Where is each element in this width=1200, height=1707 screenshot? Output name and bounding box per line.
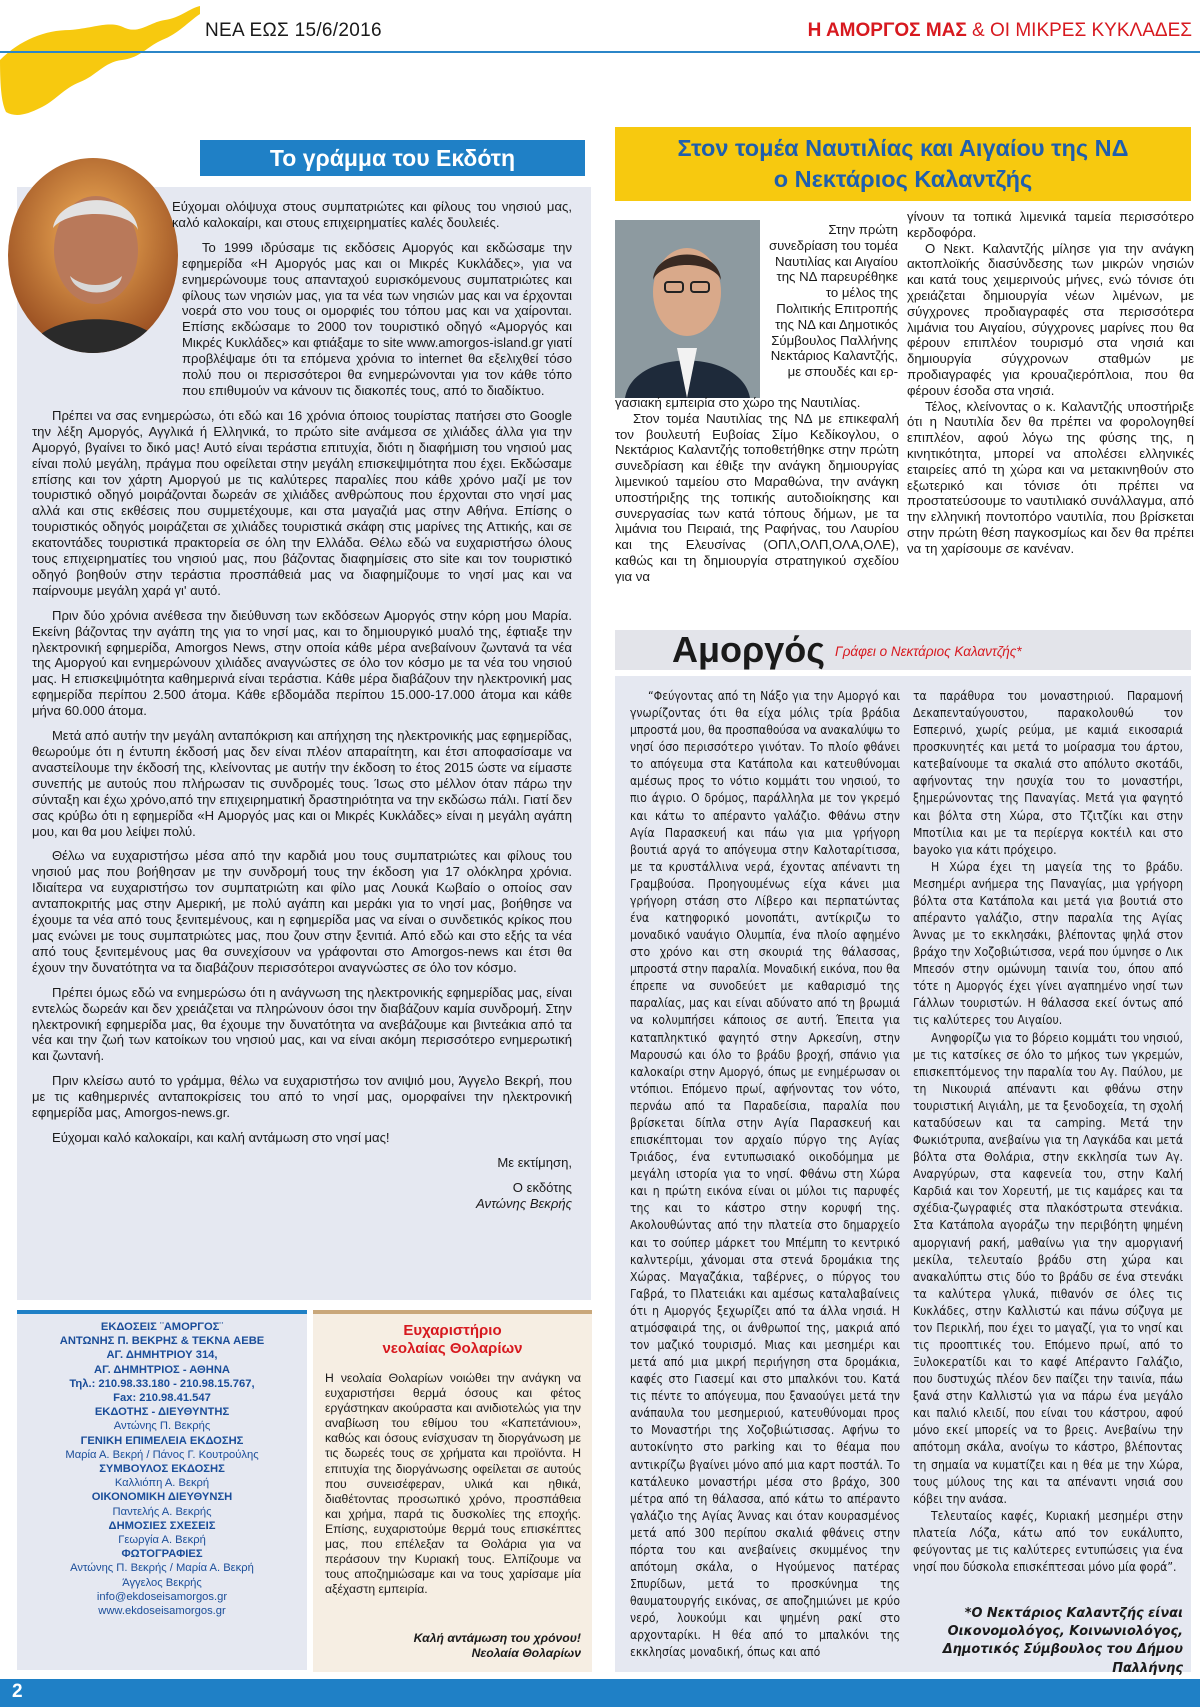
editorial-text (32, 199, 572, 1221)
masthead-line: ΕΚΔΟΤΗΣ - ΔΙΕΥΘΥΝΤΗΣ (94, 1406, 230, 1419)
editorial-paragraph: Πρέπει να σας ενημερώσω, ότι εδώ και 16 χρόνια όποιος τουρίστας πατήσει στο Google την λέξη Αμοργός, Αγγλικά ή Ελληνικά, το πρώτο site ανάμεσα σε χιλιάδες άλλα για την Αμοργό, βγαίνει το δικό μας! Αυτό είναι τεράστια επιτυχία, διότι η διαφήμιση του νησιού μας είναι πολύ μεγάλη, πράγμα που οφείλεται στην μεγάλη επισκεψιμότητα που έχει. Εκδώσαμε επίσης και τον χάρτη Αμοργού με τις καλύτερες παραλίες που κάθε χρόνο μαζί με τον τουριστικό οδηγό μοιράζονται δωρεάν σε χιλιάδες ανθρώπους που έρχονται στο νησί μας αλλά και στις εκθέσεις που συμμετέχουμε, και στα μαγαζιά μας στην Αθήνα. Επίσης ο τουριστικός οδηγός μοιράζεται σε χιλιάδες τουριστικά σκάφη στις μαρίνες της Αττικής, και σε εκατοντάδες τουριστικά πρακτορεία σε όλη την Ελλάδα. Θέλω εδώ να ευχαριστήσω όλους τους επιχειρηματίες του νησιού μας, που βάζοντας διαφημίσεις στο site και τον τουριστικό οδηγό βοηθούν στην τεράστια προσπάθειά μας να διαφημίζουμε το νησί μας και να παίρνουμε μεγάλη χαρά γι' αυτό. (32, 407, 572, 598)
thanks-text: Η νεολαία Θολαρίων νοιώθει την ανάγκη να ευχαριστήσει θερμά όσους και φέτος εργάστηκαν ακούραστα και ανιδιοτελώς για την αναβίωση του εθίμου του «Καπετάνιου», καθώς και όσους ενίσχυσαν τη διοργάνωση με τις δωρεές τους σε χρήματα και προϊόντα. Η επιτυχία της διοργάνωσης οφείλεται σε αυτούς που συνεισέφεραν, υλικά και ηθικά, διαθέτοντας προσωπικό χρόνο, προσπάθεια και χρήμα, παρά τις δυσκολίες της εποχής. Επίσης, ευχαριστούμε θερμά τους επισκέπτες μας, που επέλεξαν τα Θολάρια για να περάσουν την Κυριακή τους. Ελπίζουμε να τους αποζημιώσαμε και να τους χαρίσαμε μία αξέχαστη εμπειρία. (325, 1371, 581, 1597)
masthead-lines (17, 1320, 307, 1618)
masthead-line: ΦΩΤΟΓΡΑΦΙΕΣ (121, 1548, 203, 1561)
masthead-line: ΑΓ. ΔΗΜΗΤΡΙΟΥ 314, (106, 1349, 218, 1362)
amorgos-paragraph: Τελευταίος καφές, Κυριακή μεσημέρι στην πλατεία Λόζα, κάτω από τον ευκάλυπτο, φεύγοντας με τις καλύτερες εντυπώσεις για ένα νησί που δύσκολα επισκέπτεσαι μόνο μία φορά”. (913, 1508, 1183, 1574)
nd-article-title (615, 127, 1191, 201)
masthead-line: Αντώνης Π. Βεκρής / Μαρία Α. Βεκρή (70, 1562, 254, 1575)
editorial-paragraph: Εύχομαι καλό καλοκαίρι, και καλή αντάμωση στο νησί μας! (52, 1129, 390, 1145)
nd-intro (768, 222, 898, 380)
masthead-line: ΑΓ. ΔΗΜΗΤΡΙΟΣ - ΑΘΗΝΑ (94, 1363, 230, 1376)
thanks-signature (325, 1631, 581, 1661)
nd-body-col1 (615, 395, 899, 585)
masthead-line: ΑΝΤΩΝΗΣ Π. ΒΕΚΡΗΣ & ΤΕΚΝΑ ΑΕΒΕ (59, 1335, 265, 1348)
nd-paragraph: Στον τομέα Ναυτιλίας της ΝΔ με επικεφαλή τον βουλευτή Ευβοίας Σίμο Κεδίκογλου, ο Νεκτάριος Καλαντζής τοποθετήθηκε στην πρώτη συνεδρίαση και έθιξε την ανάγκη δημιουργίας λιμενικού ταμείου στο Μαραθώνα, την ανάγκη υποστήριξης της τοπικής αυτοδιοίκησης και συνεργασίας των κατά τόπους δήμων, με τα λιμάνια του Πειραιά, της Ραφήνας, του Λαυρίου και της Ελευσίνας (ΟΠΛ,ΟΛΠ,ΟΛΑ,ΟΛΕ), καθώς και τη δημιουργία στρατηγικού σχεδίου για να (615, 410, 899, 584)
thanks-title-line2: νεολαίας Θολαρίων (382, 1340, 523, 1357)
masthead-line: ΣΥΜΒΟΥΛΟΣ ΕΚΔΟΣΗΣ (99, 1463, 225, 1476)
masthead-line: Άγγελος Βεκρής (122, 1576, 202, 1589)
masthead-box (17, 1310, 307, 1670)
author-note: *Ο Νεκτάριος Καλαντζής είναι Οικονομολόγος, Κοινωνιολόγος, Δημοτικός Σύμβουλος του Δήμου Παλλήνης (942, 1606, 1183, 1676)
masthead-line: ΕΚΔΟΣΕΙΣ ¨ΑΜΟΡΓΟΣ¨ (100, 1321, 224, 1333)
amorgos-paragraph: Ανηφορίζω για το βόρειο κομμάτι του νησιού, με τις κατσίκες σε όλο το μήκος των γκρεμών, επισκεπτόμενος την παραλία του Αγ. Παύλου, με τη Νικουριά απέναντι και φθάνω στην τουριστική Αιγιάλη, με τα ξενοδοχεία, τη σχολή καταδύσεων και τα camping. Μετά την Φωκιότρυπα, ανεβαίνω για τη Λαγκάδα και μετά βόλτα στα Θολάρια, στην εκκλησία των Αγ. Αναργύρων, στα καφενεία του, στην Καλή Καρδιά και τον Χορευτή, με τις καμάρες και τα σχέδια-ζωγραφιές στα πλακόστρωτα στενάκια. Στα Κατάπολα αγοράζω την περιβόητη ψημένη αμοργιανή ρακή, μαθαίνω για την αμοργιανή μεκίλα, τελευταίο βράδυ στη χώρα και ανακαλύπτω στις δύο το βράδυ σε ένα στενάκι τα καλύτερα γλυκά, πιθανόν σε όλες τις Κυκλάδες, στην Καλλιστώ και πάνω σύζυγα με τον Περικλή, που έχει το μαγαζί, για το νησί και τις προοπτικές του. Επόμενο πρωί, από το Ξυλοκερατίδι και το καφέ Απέραντο Γαλάζιο, που δυστυχώς πλέον δεν παίζει την ταινία, πάω ξανά στην Καλλιστώ για να πάρω ένα μεγάλο και παλιό κλειδί, που είναι του κάστρου, αφού μόνο εκεί μπορείς να το βρεις. Ανεβαίνω την απότομη σκάλα, ανοίγω το κάστρο, βλέποντας τη σημαία να κυματίζει και η θέα με την Χώρα, τους μύλους της και τα απέναντι νησιά σου κόβει την ανάσα. (913, 1030, 1183, 1506)
editorial-paragraph: Το 1999 ιδρύσαμε τις εκδόσεις Αμοργός και εκδώσαμε την εφημερίδα «Η Αμοργός μας και οι Μικρές Κυκλάδες», για να ενημερώνουμε τους απανταχού ευρισκόμενους συμπατριώτες και φίλους των νησιών μας, για τα νέα των νησιών μας και να έρχονται νοερά στο νου τους οι ομορφιές του τόπου μας και να χαίρονται. Επίσης εκδώσαμε το 2000 τον τουριστικό οδηγό «Αμοργός και Μικρές Κυκλάδες» και φτιάξαμε το site www.amorgos-island.gr γιατί προβλέψαμε ότι τα επόμενα χρόνια το internet θα εξελιχθεί τόσο πολύ που οι περισσότεροι θα ενημερώνονται για τον κάθε τόπο που επιθυμούν να κάνουν τις διακοπές τους, από το διαδίκτυο. (182, 239, 572, 398)
amorgos-paragraph: Η Χώρα έχει τη μαγεία της το βράδυ. Μεσημέρι ανήμερα της Παναγίας, μια γρήγορη βόλτα στα Κατάπολα και μετά για βουτιά στο απέραντο γαλάζιο, στην παραλία της Αγίας Άννας με το εκκλησάκι, βλέποντας ψηλά στον βράχο την Χοζοβιώτισσα, νερά που ύμνησε ο Λικ Μπεσόν στην ομώνυμη ταινία του, όπου από τότε η Αμοργός έχει γίνει αγαπημένο νησί των Γάλλων τουριστών. Η θάλασσα εκεί όντως από τις καλύτερες του Αιγαίου. (913, 859, 1183, 1028)
editorial-paragraph: Πριν δύο χρόνια ανέθεσα την διεύθυνση των εκδόσεων Αμοργός στην κόρη μου Μαρία. Εκείνη βάζοντας την αγάπη της για το νησί μας, και το δημιουργικό μυαλό της, έφτιαξε την ηλεκτρονική εφημερίδα, Amorgos News, στην οποία κάθε μέρα ανεβαίνουν ζωντανά τα νέα της Αμοργού και ενημερώνουν χιλιάδες αναγνώστες σε όλο τον κόσμο με τα νέα του νησιού μας. Η επισκεψιμότητα καθημερινά είναι τεράστια. Κάθε μέρα διαβάζουν την ηλεκτρονική μας εφημερίδα περίπου 2.500 άτομα. Κάθε εβδομάδα περίπου 15.000-17.000 άτομα και κάθε μήνα 60.000 άτομα. (32, 607, 572, 719)
editorial-paragraph: Θέλω να ευχαριστήσω μέσα από την καρδιά μου τους συμπατριώτες και φίλους του νησιού μας που βοήθησαν με την συνδρομή τους την έκδοση για 17 ολόκληρα χρόνια. Ιδιαίτερα να ευχαριστήσω τον συμπατριώτη και φίλο μας Λουκά Κωβαίο ο οποίος σαν ανταποκριτής μας στην Αμερική, με πολύ αγάπη και μεράκι για το νησί μας, βοήθησε να έχουμε τα νέα από τους ξενιτεμένους, και η εφημερίδα μας να είναι ο συνδετικός κρίκος που μας ενώνει με τους συμπατριώτες μας, που ζουν στην ξενιτιά. Από εδώ και στο εξής τα νέα από τους ξενιτεμένους μας θα συνεχίσουν να γράφονται στο Amorgos-news και έτσι θα έχουν την δυνατότητα να τα διαβάζουν περισσότεροι αναγνώστες σε όλο τον κόσμο. (32, 848, 572, 975)
masthead-line: Αντώνης Π. Βεκρής (113, 1420, 211, 1433)
issue-date: ΝΕΑ ΕΩΣ 15/6/2016 (205, 20, 382, 41)
thanks-title (313, 1322, 592, 1358)
nd-paragraph: Τέλος, κλείνοντας ο κ. Καλαντζής υποστήριξε ότι η Ναυτιλία δεν θα πρέπει να φορολογηθεί επιπλέον, αφού λόγω της φύσης της, η κινητικότητα, μπορεί να απολέσει ελληνικές εταιρείες από τη χώρα και να μετακινηθούν στο εξωτερικό και τόνισε ότι πρέπει να προστατεύσουμε το ναυτιλιακό συνάλλαγμα, από την ελληνική ποντοπόρο ναυτιλία, που βρίσκεται στην πρώτη θέση παγκοσμίως και δεν θα πρέπει να τη χαρίσουμε σε κανέναν. (907, 398, 1194, 556)
amorgos-title: Αμοργός (671, 629, 825, 670)
kalantzis-photo (615, 220, 760, 398)
masthead-line: Γεωργία Α. Βεκρή (118, 1534, 206, 1547)
masthead-line: ΓΕΝΙΚΗ ΕΠΙΜΕΛΕΙΑ ΕΚΔΟΣΗΣ (80, 1434, 244, 1447)
editorial-paragraph: Πρέπει όμως εδώ να ενημερώσω ότι η ανάγνωση της ηλεκτρονικής εφημερίδας μας, είναι εντελώς δωρεάν και δεν χρειάζεται να πληρώνουν όσοι την διαβάζουν καμία συνδρομή. Στην ηλεκτρονική εφημερίδα μας, θα έχουμε την δυνατότητα να ανεβάζουμε και βιντεάκια από τα νέα και την ζωή των κατοίκων του νησιού μας, και να είναι ακόμη περισσότερο ενημερωτική και ζωντανή. (32, 984, 572, 1064)
amorgos-paragraph: τα παράθυρα του μοναστηριού. Παραμονή Δεκαπενταύγουστου, παρακολουθώ τον Εσπερινό, χωρίς ρεύμα, με καμιά εικοσαριά προσκυνητές και μετά το μοίρασμα του άρτου, κατεβαίνουμε τα σκαλιά στο απόλυτο σκοτάδι, αφήνοντας την ησυχία του το μοναστήρι, ξημερώνοντας της Παναγίας. Μετά για φαγητό και βόλτα στη Χώρα, στο Τζιτζίκι και στην Μποτίλια και με τα περίεργα κοκτέιλ και στο bayoko για κάτι πρόχειρο. (913, 689, 1183, 857)
header-rule (0, 51, 1200, 53)
editorial-title: Το γράμμα του Εκδότη (200, 140, 585, 176)
editorial-paragraph: Μετά από αυτήν την μεγάλη ανταπόκριση και απήχηση της ηλεκτρονικής μας εφημερίδας, θεωρούμε ότι η έντυπη έκδοσή μας δεν είναι πλέον απαραίτητη, και έτσι αποφασίσαμε να αναστείλουμε την έκδοσή της, κλείνοντας με αυτήν την έκδοση το έτος 2015 ώστε να είμαστε συνεπής με αυτούς που πλήρωσαν τις συνδρομές τους. Ίσως στο μέλλον όταν πάρω την σύνταξη και έχω χρόνο,από την επιχειρηματική δραστηριότητα να την εκδώσω πάλι. Γιατί δεν σας κρύβω ότι η εφημερίδα «Η Αμοργός μας και οι Μικρές Κυκλάδες» είναι η μεγάλη αγάπη μου, και θα μου λείψει πολύ. (32, 728, 572, 839)
nd-title-line1: Στον τομέα Ναυτιλίας και Αιγαίου της ΝΔ (677, 135, 1129, 161)
amorgos-byline: Γράφει ο Νεκτάριος Καλαντζής* (835, 644, 1022, 659)
nd-title-line2: ο Νεκτάριος Καλαντζής (773, 166, 1033, 192)
masthead-line: info@ekdoseisamorgos.gr (96, 1590, 228, 1603)
nd-paragraph: Ο Νεκτ. Καλαντζής μίλησε για την ανάγκη ακτοπλοϊκής διασύνδεσης των μικρών νησιών και κατά τους χειμερινούς μήνες, ενώ τόνισε ότι χρειάζεται δημιουργία νέων λιμένων, με σύγχρονες προδιαγραφές στα περισσότερα λιμάνια του Αιγαίου, σύγχρονες μαρίνες που θα φέρουν επιπλέον τουρισμό στα νησιά και δημιουργία σύγχρονων σταθμών με προδιαγραφές για κρουαζιερόπλοια, που θα φέρουν έσοδα στα νησιά. (907, 240, 1194, 398)
footer-bar (0, 1679, 1200, 1707)
masthead-line: www.ekdoseisamorgos.gr (98, 1605, 226, 1618)
signer-name: Αντώνης Βεκρής (476, 1195, 572, 1211)
editorial-closing: Με εκτίμηση, (497, 1154, 572, 1170)
thanks-sign-line2: Νεολαία Θολαρίων (471, 1646, 581, 1660)
newspaper-name-bold: Η ΑΜΟΡΓΟΣ ΜΑΣ (807, 20, 967, 41)
newspaper-name-rest: & ΟΙ ΜΙΚΡΕΣ ΚΥΚΛΑΔΕΣ (966, 20, 1192, 41)
masthead-line: Παντελής Α. Βεκρής (112, 1505, 212, 1518)
masthead-line: Τηλ.: 210.98.33.180 - 210.98.15.767, (69, 1377, 255, 1390)
editorial-paragraph: Εύχομαι ολόψυχα στους συμπατριώτες και φίλους του νησιού μας, καλό καλοκαίρι, και στους επιχειρηματίες καλές δουλειές. (172, 199, 572, 230)
masthead-line: ΟΙΚΟΝΟΜΙΚΗ ΔΙΕΥΘΥΝΣΗ (91, 1491, 233, 1504)
amorgos-title-bar (615, 630, 1191, 670)
amorgos-paragraph: “Φεύγοντας από τη Νάξο για την Αμοργό και γνωρίζοντας ότι θα είχα μόλις τρία βράδια μπροστά μου, θα προσπαθούσα να ανακαλύψω το νησί όσο περισσότερο γινόταν. Το πλοίο φθάνει το απόγευμα στα Κατάπολα και κατευθύνομαι αμέσως προς το νότιο κομμάτι του νησιού, το πιο άγριο. Ο δρόμος, παράλληλα με τον γκρεμό και κάτω το απέραντο γαλάζιο. Φθάνω στην Αγία Παρασκευή και πάω για μια γρήγορη βουτιά αργά το απόγευμα στην Καλοταρίτισσα, με τα κρυστάλλινα νερά, έχοντας απέναντι τη Γραμβούσα. Προηγουμένως είχα κάνει μια γρήγορη στάση στο Λίβερο και περπατώντας ένα κατηφορικό μονοπάτι, αντίκριζω το μοναδικό ναυάγιο Ολυμπία, ένα πλοίο αφημένο στο χρόνο και στη σκουριά της θάλασσας, μπροστά στην παραλία. Μοναδική εικόνα, που θα έπρεπε να συνοδεύετ με καθαρισμό της παραλίας, μας και είναι αδύνατο από τη βρωμιά να κολυμπήσει κάποιος σε αυτή. Έπειτα για καταπληκτικό φαγητό στην Αρκεσίνη, στην Μαρουσώ και όλο το βράδυ βροχή, σπάνιο για καλοκαίρι στην Αμοργό, όπως με ενημέρωσαν οι ντόπιοι. Επόμενο πρωί, αφήνοντας τον νότο, περνάω από τα Παραδείσια, παραλία που βρίσκεται δίπλα στην Αγία Παρασκευή και επισκέπτομαι τον αρχαίο πύργο της Αγίας Τριάδος, ένα εντυπωσιακό οικοδόμημα με μεγάλη ιστορία για το νησί. Φθάνω στη Χώρα και η πρώτη εικόνα είναι οι μύλοι τις παρυφές της και το κάστρο στην κορυφή της. Ακολουθώντας από την πλατεία στο δημαρχείο και το σούπερ μάρκετ του Μπέμπη το κεντρικό καλντερίμι, χάνομαι στα στενά δρομάκια της Χώρας. Μαγαζάκια, ταβέρνες, ο πύργος του Γαβρά, το Πλατειάκι και αμέσως καταλαβαίνεις ότι η Αμοργός ξεχωρίζει από τα άλλα νησιά. Η ατμόσφαιρά της, οι άνθρωποί της, μακριά από τον μαζικό τουρισμό. Μιας και μεσημέρι και μετά από μια μικρή περιήγηση στα δρομάκια, καφές στο Γιασεμί και στο μπαλκόνι του. Κατά τις πέντε το απόγευμα, που ξαναούγει μετά την ανάπαυλα του μεσημεριού, κατευθύνομαι προς το Μοναστήρι της Χοζοβιώτισσας. Αφήνω το αυτοκίνητο στο parking και το θέαμα που αντικρίζω βγαίνει μόνο από μια καρτ ποστάλ. Το κατάλευκο μοναστήρι μέσα στο βράχο, 300 μέτρα από τη θάλασσα, από κάτω το απέραντο γαλάζιο της Αγίας Άννας και όταν κουρασμένος μετά από 300 περίπου σκαλιά φθάνεις στην πόρτα του και ανεβαίνεις σκυμμένος την απότομη σκάλα, ο Ηγούμενος πατέρας Σπυρίδων, μετά το προσκύνημα της θαυματουργής εικόνας, σε αποζημιώνει με κρύο νερό, λουκούμι και ψημένη ρακί στο αρχονταρίκι. Η θέα από το μπαλκόνι της εκκλησίας μοναδική, όπως και από (630, 689, 900, 1660)
nd-intro-text: Στην πρώτη συνεδρίαση του τομέα Ναυτιλίας και Αιγαίου της ΝΔ παρευρέθηκε το μέλος της Πολιτικής Επιτροπής της ΝΔ και Δημοτικός Σύμβουλος Παλλήνης Νεκτάριος Καλαντζής, με σπουδές και ερ- (768, 222, 898, 380)
nd-paragraph: γασιακή εμπειρία στο χώρο της Ναυτιλίας. (615, 395, 861, 410)
masthead-line: ΔΗΜΟΣΙΕΣ ΣΧΕΣΕΙΣ (108, 1519, 216, 1532)
masthead-line: Καλλιόπη Α. Βεκρή (114, 1477, 210, 1490)
signer-role: Ο εκδότης (512, 1179, 572, 1195)
amorgos-col1 (630, 688, 900, 1661)
nd-body-col2 (907, 209, 1194, 557)
amorgos-col2 (913, 688, 1183, 1576)
masthead-line: Μαρία Α. Βεκρή / Πάνος Γ. Κουτρούλης (65, 1448, 259, 1461)
masthead-line: Fax: 210.98.41.547 (113, 1392, 211, 1405)
amorgos-island-logo (0, 0, 200, 120)
thanks-box (313, 1310, 592, 1672)
nd-paragraph: γίνουν τα τοπικά λιμενικά ταμεία περισσότερο κερδοφόρα. (907, 209, 1194, 240)
page-number: 2 (12, 1681, 23, 1702)
thanks-sign-line1: Καλή αντάμωση του χρόνου! (413, 1631, 581, 1645)
thanks-title-line1: Ευχαριστήριο (403, 1322, 502, 1339)
editorial-paragraph: Πριν κλείσω αυτό το γράμμα, θέλω να ευχαριστήσω τον ανιψιό μου, Άγγελο Βεκρή, που με τις καθημερινές ανταποκρίσεις του από το νησί μας, ομορφαίνει την ηλεκτρονική εφημερίδα μας, Amorgos-news.gr. (32, 1073, 572, 1121)
newspaper-name (808, 20, 1192, 42)
